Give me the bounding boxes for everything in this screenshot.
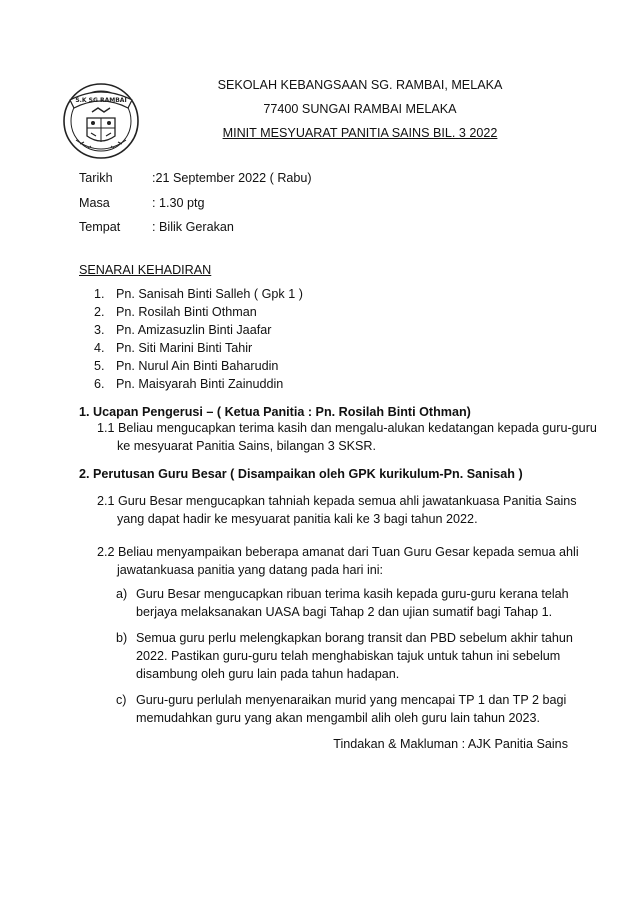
section-2-1-line-2: yang dapat hadir ke mesyuarat panitia kali ke 3 bagi tahun 2022. — [117, 512, 478, 526]
attendance-item — [94, 323, 271, 337]
item-b-marker: b) — [116, 631, 128, 645]
section-1-1-line-1: 1.1 Beliau mengucapkan terima kasih dan mengalu-alukan kedatangan kepada guru-guru — [97, 421, 597, 435]
attendance-number: 6. — [94, 377, 105, 391]
item-c-marker: c) — [116, 693, 127, 707]
school-name: SEKOLAH KEBANGSAAN SG. RAMBAI, MELAKA — [217, 78, 503, 92]
attendance-name: Pn. Nurul Ain Binti Baharudin — [116, 359, 279, 373]
item-c-line-1: Guru-guru perlulah menyenaraikan murid yang mencapai TP 1 dan TP 2 bagi — [136, 693, 567, 707]
item-a-marker: a) — [116, 587, 128, 601]
date-value: :21 September 2022 ( Rabu) — [152, 171, 312, 185]
attendance-heading: SENARAI KEHADIRAN — [79, 263, 212, 277]
item-b-line-2: 2022. Pastikan guru-guru telah menghabiskan tajuk untuk tahun ini sebelum — [136, 649, 561, 663]
school-crest-icon — [60, 78, 142, 160]
section-2-2-line-2: jawatankuasa panitia yang datang pada hari ini: — [117, 563, 384, 577]
item-c-line-2: memudahkan guru yang akan mengambil alih oleh guru lain tahun 2023. — [136, 711, 540, 725]
attendance-number: 2. — [94, 305, 105, 319]
place-value: : Bilik Gerakan — [152, 220, 234, 234]
section-1-heading: 1. Ucapan Pengerusi – ( Ketua Panitia : Pn. Rosilah Binti Othman) — [79, 405, 471, 419]
attendance-item — [94, 359, 278, 373]
attendance-number: 3. — [94, 323, 105, 337]
section-2-1-line-1: 2.1 Guru Besar mengucapkan tahniah kepada semua ahli jawatankuasa Panitia Sains — [97, 494, 577, 508]
attendance-name: Pn. Sanisah Binti Salleh ( Gpk 1 ) — [116, 287, 303, 301]
attendance-name: Pn. Rosilah Binti Othman — [116, 305, 257, 319]
time-value: : 1.30 ptg — [152, 196, 205, 210]
attendance-item — [94, 305, 257, 319]
item-b-line-1: Semua guru perlu melengkapkan borang transit dan PBD sebelum akhir tahun — [136, 631, 573, 645]
attendance-number: 1. — [94, 287, 105, 301]
attendance-number: 4. — [94, 341, 105, 355]
time-label: Masa — [79, 196, 110, 210]
section-2-2-line-1: 2.2 Beliau menyampaikan beberapa amanat dari Tuan Guru Gesar kepada semua ahli — [97, 545, 579, 559]
place-label: Tempat — [79, 220, 121, 234]
attendance-item — [94, 341, 252, 355]
attendance-number: 5. — [94, 359, 105, 373]
attendance-name: Pn. Siti Marini Binti Tahir — [116, 341, 253, 355]
attendance-name: Pn. Maisyarah Binti Zainuddin — [116, 377, 284, 391]
item-b-line-3: disambung oleh guru lain pada tahun hadapan. — [136, 667, 400, 681]
action-note: Tindakan & Makluman : AJK Panitia Sains — [333, 737, 568, 751]
crest-ribbon-text: S.K SG RAMBAI — [75, 97, 127, 104]
section-1-1-line-2: ke mesyuarat Panitia Sains, bilangan 3 SKSR. — [117, 439, 377, 453]
item-a-line-2: berjaya melaksanakan UASA bagi Tahap 2 dan ujian sumatif bagi Tahap 1. — [136, 605, 553, 619]
school-address: 77400 SUNGAI RAMBAI MELAKA — [263, 102, 457, 116]
attendance-name: Pn. Amizasuzlin Binti Jaafar — [116, 323, 272, 337]
attendance-item — [94, 287, 303, 301]
attendance-item — [94, 377, 283, 391]
date-label: Tarikh — [79, 171, 113, 185]
document-title: MINIT MESYUARAT PANITIA SAINS BIL. 3 2022 — [222, 126, 498, 140]
item-a-line-1: Guru Besar mengucapkan ribuan terima kasih kepada guru-guru kerana telah — [136, 587, 569, 601]
section-2-heading: 2. Perutusan Guru Besar ( Disampaikan oleh GPK kurikulum-Pn. Sanisah ) — [79, 467, 523, 481]
